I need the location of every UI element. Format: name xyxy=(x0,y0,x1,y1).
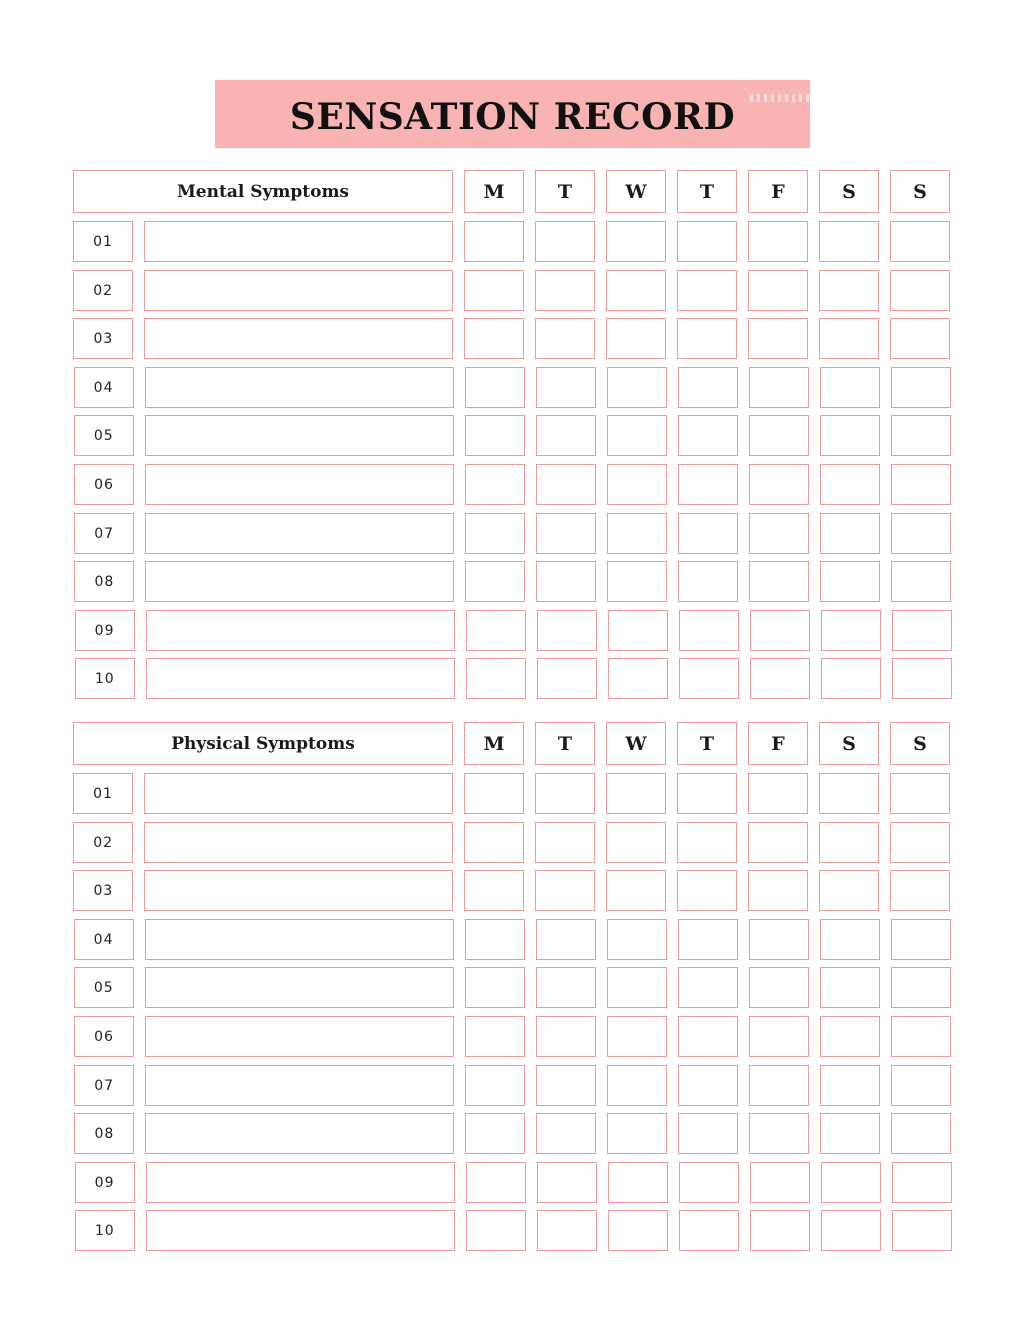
day-cell-wed[interactable] xyxy=(606,870,666,911)
day-cell-fri[interactable] xyxy=(749,415,809,456)
physical-symptoms-header: Physical Symptoms xyxy=(73,722,453,765)
day-cell-sun[interactable] xyxy=(892,610,952,651)
day-cell-sat[interactable] xyxy=(820,415,880,456)
day-cell-thu[interactable] xyxy=(678,1113,738,1154)
day-cell-mon[interactable] xyxy=(464,773,524,814)
day-cell-thu[interactable] xyxy=(677,221,737,262)
day-cell-thu[interactable] xyxy=(677,318,737,359)
day-header-tue: T xyxy=(535,170,595,213)
day-cell-fri[interactable] xyxy=(750,1162,810,1203)
day-cell-thu[interactable] xyxy=(678,415,738,456)
day-cell-tue[interactable] xyxy=(536,513,596,554)
day-cell-wed[interactable] xyxy=(607,367,667,408)
day-cell-wed[interactable] xyxy=(607,464,667,505)
day-cell-sun[interactable] xyxy=(891,1065,951,1106)
day-cell-sat[interactable] xyxy=(819,270,879,311)
day-cell-wed[interactable] xyxy=(607,1113,667,1154)
day-cell-wed[interactable] xyxy=(606,270,666,311)
day-cell-sun[interactable] xyxy=(891,513,951,554)
day-cell-wed[interactable] xyxy=(606,221,666,262)
day-cell-fri[interactable] xyxy=(748,270,808,311)
day-header-fri: F xyxy=(748,170,808,213)
symptom-entry-field[interactable] xyxy=(144,221,453,262)
day-cell-tue[interactable] xyxy=(536,919,596,960)
day-cell-sun[interactable] xyxy=(891,1016,951,1057)
day-cell-mon[interactable] xyxy=(465,415,525,456)
day-cell-thu[interactable] xyxy=(678,367,738,408)
day-cell-tue[interactable] xyxy=(536,967,596,1008)
day-cell-tue[interactable] xyxy=(536,415,596,456)
day-cell-thu[interactable] xyxy=(678,513,738,554)
day-cell-sat[interactable] xyxy=(820,1016,880,1057)
day-header-sat: S xyxy=(819,722,879,765)
day-cell-fri[interactable] xyxy=(748,318,808,359)
day-header-wed: W xyxy=(606,170,666,213)
day-header-wed: W xyxy=(606,722,666,765)
symptom-entry-field[interactable] xyxy=(144,318,453,359)
day-cell-fri[interactable] xyxy=(748,822,808,863)
day-cell-fri[interactable] xyxy=(749,967,809,1008)
day-cell-fri[interactable] xyxy=(749,1016,809,1057)
day-cell-sun[interactable] xyxy=(891,919,951,960)
day-header-sat: S xyxy=(819,170,879,213)
day-cell-thu[interactable] xyxy=(678,1016,738,1057)
day-cell-sat[interactable] xyxy=(821,1162,881,1203)
day-cell-sat[interactable] xyxy=(820,464,880,505)
symptom-entry-field[interactable] xyxy=(145,367,454,408)
row-number: 03 xyxy=(73,870,133,911)
day-cell-thu[interactable] xyxy=(677,822,737,863)
day-cell-tue[interactable] xyxy=(535,773,595,814)
day-cell-fri[interactable] xyxy=(750,610,810,651)
day-cell-thu[interactable] xyxy=(679,1162,739,1203)
day-cell-fri[interactable] xyxy=(749,464,809,505)
day-cell-sat[interactable] xyxy=(819,221,879,262)
day-header-sun: S xyxy=(890,170,950,213)
day-cell-wed[interactable] xyxy=(606,773,666,814)
day-cell-sun[interactable] xyxy=(892,1162,952,1203)
row-number: 01 xyxy=(73,221,133,262)
day-cell-mon[interactable] xyxy=(465,1065,525,1106)
day-cell-sun[interactable] xyxy=(891,967,951,1008)
symptom-entry-field[interactable] xyxy=(145,561,454,602)
page-title: SENSATION RECORD xyxy=(289,96,736,138)
day-cell-sat[interactable] xyxy=(821,610,881,651)
day-cell-sun[interactable] xyxy=(891,464,951,505)
day-cell-sat[interactable] xyxy=(820,561,880,602)
day-cell-tue[interactable] xyxy=(536,1113,596,1154)
day-cell-sat[interactable] xyxy=(819,870,879,911)
day-cell-tue[interactable] xyxy=(537,610,597,651)
day-cell-wed[interactable] xyxy=(608,610,668,651)
day-cell-sun[interactable] xyxy=(890,221,950,262)
day-cell-sat[interactable] xyxy=(820,1113,880,1154)
day-cell-sun[interactable] xyxy=(890,318,950,359)
day-cell-sun[interactable] xyxy=(890,270,950,311)
row-number: 02 xyxy=(73,822,133,863)
day-cell-mon[interactable] xyxy=(465,464,525,505)
day-cell-mon[interactable] xyxy=(465,1113,525,1154)
day-cell-mon[interactable] xyxy=(465,919,525,960)
title-banner xyxy=(215,80,810,148)
symptom-entry-field[interactable] xyxy=(145,513,454,554)
row-number: 09 xyxy=(75,610,135,651)
day-cell-wed[interactable] xyxy=(606,318,666,359)
symptom-entry-field[interactable] xyxy=(145,1113,454,1154)
day-cell-mon[interactable] xyxy=(464,822,524,863)
symptom-entry-field[interactable] xyxy=(144,270,453,311)
row-number: 09 xyxy=(75,1162,135,1203)
day-cell-thu[interactable] xyxy=(677,270,737,311)
day-cell-tue[interactable] xyxy=(535,318,595,359)
day-cell-fri[interactable] xyxy=(748,870,808,911)
day-cell-thu[interactable] xyxy=(678,464,738,505)
symptom-entry-field[interactable] xyxy=(144,773,453,814)
day-cell-fri[interactable] xyxy=(749,1113,809,1154)
day-cell-wed[interactable] xyxy=(607,967,667,1008)
day-cell-fri[interactable] xyxy=(749,513,809,554)
day-cell-sat[interactable] xyxy=(820,919,880,960)
day-cell-fri[interactable] xyxy=(748,221,808,262)
day-header-sun: S xyxy=(890,722,950,765)
day-cell-thu[interactable] xyxy=(677,773,737,814)
day-cell-thu[interactable] xyxy=(678,561,738,602)
row-number: 01 xyxy=(73,773,133,814)
day-cell-mon[interactable] xyxy=(465,367,525,408)
day-cell-wed[interactable] xyxy=(608,1162,668,1203)
day-header-thu: T xyxy=(677,170,737,213)
day-cell-thu[interactable] xyxy=(677,870,737,911)
symptom-entry-field[interactable] xyxy=(146,1162,455,1203)
day-cell-tue[interactable] xyxy=(535,221,595,262)
day-cell-wed[interactable] xyxy=(606,822,666,863)
day-cell-mon[interactable] xyxy=(465,1016,525,1057)
row-number: 08 xyxy=(74,1113,134,1154)
symptom-entry-field[interactable] xyxy=(144,870,453,911)
day-cell-sun[interactable] xyxy=(892,658,952,699)
row-number: 05 xyxy=(74,967,134,1008)
day-cell-mon[interactable] xyxy=(466,610,526,651)
day-cell-sat[interactable] xyxy=(821,658,881,699)
day-cell-tue[interactable] xyxy=(536,1016,596,1057)
day-cell-thu[interactable] xyxy=(679,1210,739,1251)
day-cell-mon[interactable] xyxy=(464,870,524,911)
day-cell-wed[interactable] xyxy=(607,561,667,602)
day-cell-tue[interactable] xyxy=(537,1162,597,1203)
day-cell-sun[interactable] xyxy=(890,822,950,863)
day-cell-fri[interactable] xyxy=(749,561,809,602)
day-cell-sun[interactable] xyxy=(891,415,951,456)
day-cell-tue[interactable] xyxy=(535,270,595,311)
day-cell-thu[interactable] xyxy=(679,610,739,651)
symptom-entry-field[interactable] xyxy=(145,1065,454,1106)
row-number: 04 xyxy=(74,919,134,960)
day-cell-mon[interactable] xyxy=(464,270,524,311)
row-number: 10 xyxy=(75,1210,135,1251)
day-cell-thu[interactable] xyxy=(678,1065,738,1106)
day-cell-mon[interactable] xyxy=(466,1162,526,1203)
day-cell-mon[interactable] xyxy=(465,513,525,554)
symptom-entry-field[interactable] xyxy=(146,1210,455,1251)
day-cell-sun[interactable] xyxy=(891,1113,951,1154)
day-cell-fri[interactable] xyxy=(750,658,810,699)
row-number: 07 xyxy=(74,1065,134,1106)
symptom-entry-field[interactable] xyxy=(145,464,454,505)
day-cell-mon[interactable] xyxy=(464,318,524,359)
day-cell-sat[interactable] xyxy=(820,967,880,1008)
day-header-mon: M xyxy=(464,170,524,213)
symptom-entry-field[interactable] xyxy=(145,1016,454,1057)
row-number: 08 xyxy=(74,561,134,602)
day-cell-fri[interactable] xyxy=(748,773,808,814)
day-cell-thu[interactable] xyxy=(678,967,738,1008)
day-cell-sat[interactable] xyxy=(820,367,880,408)
day-header-thu: T xyxy=(677,722,737,765)
day-cell-wed[interactable] xyxy=(608,658,668,699)
day-cell-sat[interactable] xyxy=(820,1065,880,1106)
day-cell-wed[interactable] xyxy=(607,513,667,554)
row-number: 05 xyxy=(74,415,134,456)
day-cell-sun[interactable] xyxy=(891,367,951,408)
day-cell-fri[interactable] xyxy=(749,1065,809,1106)
symptom-entry-field[interactable] xyxy=(145,415,454,456)
day-cell-sat[interactable] xyxy=(819,318,879,359)
day-cell-mon[interactable] xyxy=(466,658,526,699)
symptom-entry-field[interactable] xyxy=(146,610,455,651)
day-header-fri: F xyxy=(748,722,808,765)
day-cell-sat[interactable] xyxy=(819,773,879,814)
day-cell-tue[interactable] xyxy=(536,561,596,602)
row-number: 02 xyxy=(73,270,133,311)
row-number: 04 xyxy=(74,367,134,408)
day-cell-sun[interactable] xyxy=(890,870,950,911)
day-cell-wed[interactable] xyxy=(607,415,667,456)
day-cell-sat[interactable] xyxy=(821,1210,881,1251)
day-cell-tue[interactable] xyxy=(536,367,596,408)
symptom-entry-field[interactable] xyxy=(145,967,454,1008)
row-number: 06 xyxy=(74,464,134,505)
row-number: 06 xyxy=(74,1016,134,1057)
day-cell-tue[interactable] xyxy=(536,464,596,505)
symptom-entry-field[interactable] xyxy=(146,658,455,699)
day-cell-fri[interactable] xyxy=(749,919,809,960)
symptom-entry-field[interactable] xyxy=(144,822,453,863)
day-cell-wed[interactable] xyxy=(608,1210,668,1251)
day-cell-thu[interactable] xyxy=(679,658,739,699)
day-cell-sun[interactable] xyxy=(891,561,951,602)
row-number: 07 xyxy=(74,513,134,554)
day-cell-wed[interactable] xyxy=(607,919,667,960)
day-cell-tue[interactable] xyxy=(535,870,595,911)
day-cell-wed[interactable] xyxy=(607,1016,667,1057)
day-cell-mon[interactable] xyxy=(465,967,525,1008)
mental-symptoms-header: Mental Symptoms xyxy=(73,170,453,213)
row-number: 10 xyxy=(75,658,135,699)
day-cell-mon[interactable] xyxy=(464,221,524,262)
day-cell-tue[interactable] xyxy=(537,1210,597,1251)
day-cell-mon[interactable] xyxy=(465,561,525,602)
day-cell-sun[interactable] xyxy=(892,1210,952,1251)
row-number: 03 xyxy=(73,318,133,359)
day-cell-sat[interactable] xyxy=(820,513,880,554)
day-cell-tue[interactable] xyxy=(535,822,595,863)
day-cell-sun[interactable] xyxy=(890,773,950,814)
day-cell-tue[interactable] xyxy=(537,658,597,699)
day-cell-sat[interactable] xyxy=(819,822,879,863)
day-header-mon: M xyxy=(464,722,524,765)
day-cell-tue[interactable] xyxy=(536,1065,596,1106)
day-cell-wed[interactable] xyxy=(607,1065,667,1106)
day-cell-fri[interactable] xyxy=(750,1210,810,1251)
day-cell-fri[interactable] xyxy=(749,367,809,408)
day-cell-mon[interactable] xyxy=(466,1210,526,1251)
symptom-entry-field[interactable] xyxy=(145,919,454,960)
day-cell-thu[interactable] xyxy=(678,919,738,960)
day-header-tue: T xyxy=(535,722,595,765)
